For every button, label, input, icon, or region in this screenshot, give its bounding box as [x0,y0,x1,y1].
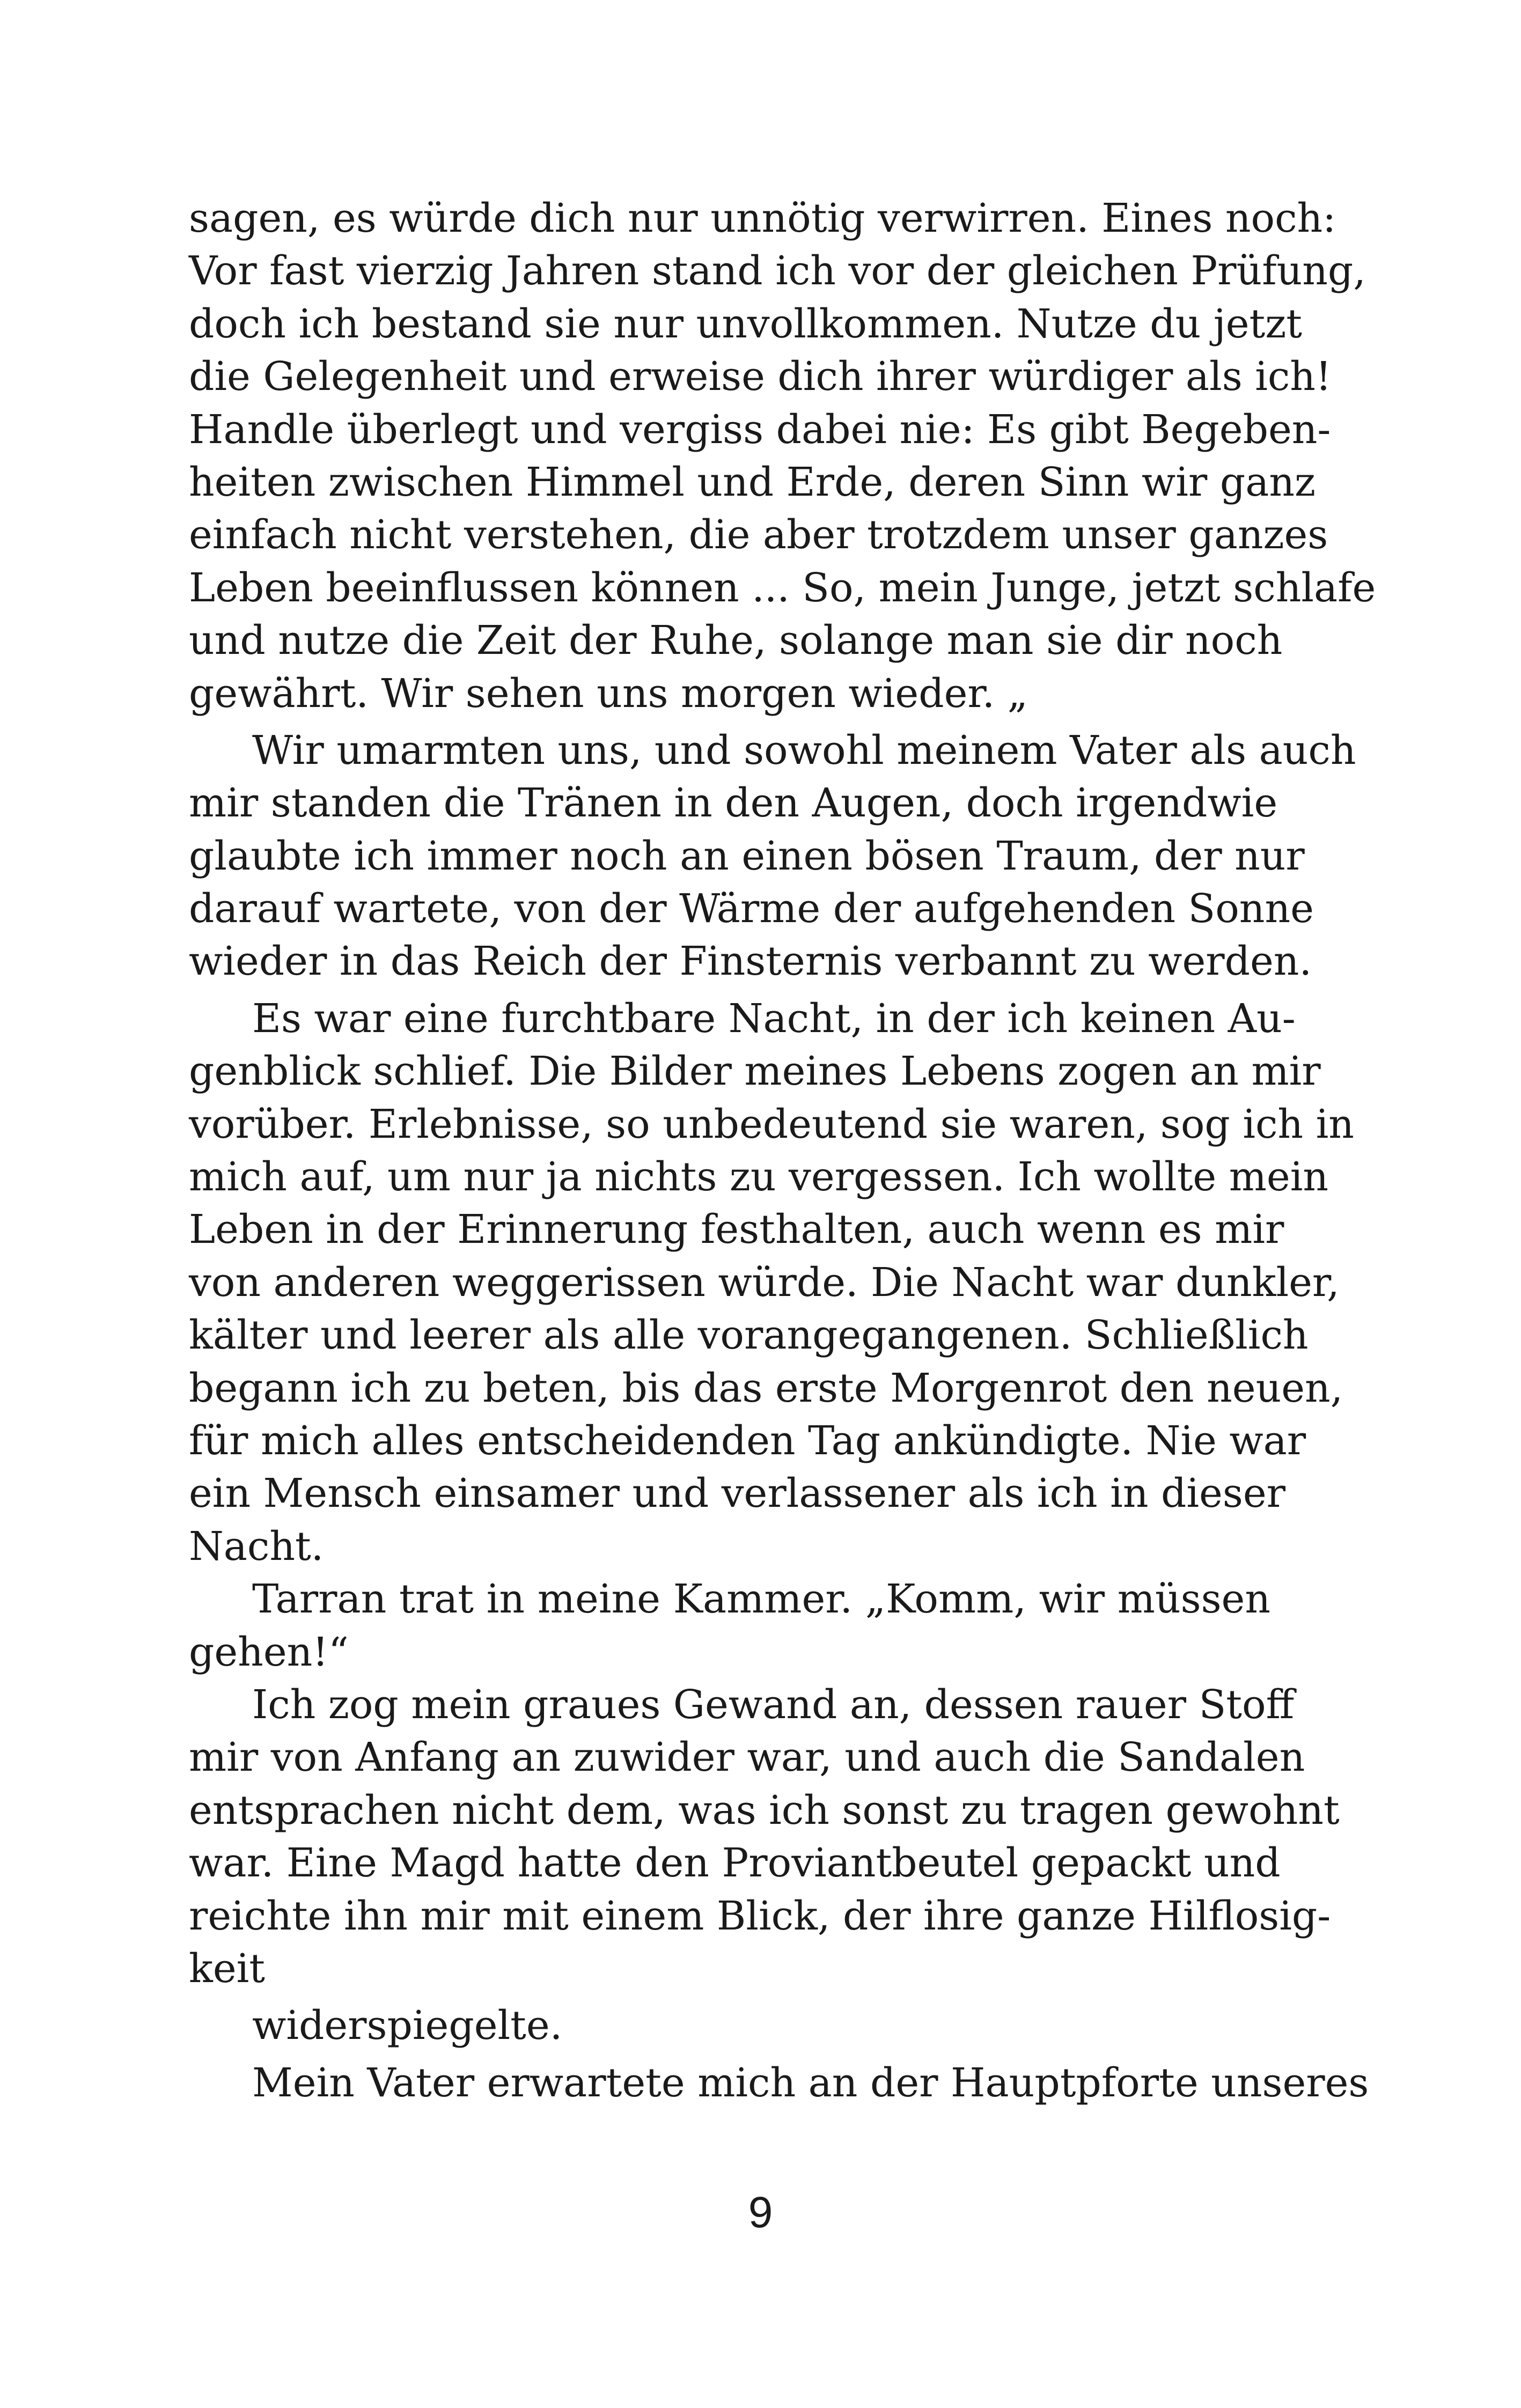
page-number: 9 [748,2188,773,2237]
text-line: wieder in das Reich der Finsternis verbannt zu werden. [189,938,1312,985]
text-line: widerspiegelte. [252,2002,563,2049]
text-line: reichte ihn mir mit einem Blick, der ihre ganze Hilflosig- [189,1892,1331,1939]
text-line: Leben in der Erinnerung festhalten, auch wenn es mir [189,1206,1284,1253]
text-line: glaubte ich immer noch an einen bösen Traum, der nur [189,833,1305,879]
text-line: mich auf, um nur ja nichts zu vergessen. Ich wollte mein [189,1154,1329,1201]
text-line: Wir umarmten uns, und sowohl meinem Vater als auch [252,727,1356,774]
text-line: keit [189,1945,266,1992]
text-line: gewährt. Wir sehen uns morgen wieder. „ [189,670,1028,717]
text-line: ein Mensch einsamer und verlassener als ich in dieser [189,1470,1285,1517]
text-line: mir von Anfang an zuwider war, und auch die Sandalen [189,1734,1305,1781]
text-line: Es war eine furchtbare Nacht, in der ich keinen Au- [252,995,1296,1042]
text-line: die Gelegenheit und erweise dich ihrer würdiger als ich! [189,354,1332,400]
text-line: für mich alles entscheidenden Tag ankündigte. Nie war [189,1417,1306,1464]
text-line: heiten zwischen Himmel und Erde, deren Sinn wir ganz [189,459,1316,505]
text-line: gehen!“ [189,1629,349,1675]
text-line: genblick schlief. Die Bilder meines Lebens zogen an mir [189,1048,1321,1095]
text-line: mir standen die Tränen in den Augen, doch irgendwie [189,780,1278,827]
text-line: sagen, es würde dich nur unnötig verwirren. Eines noch: [189,195,1336,241]
text-line: und nutze die Zeit der Ruhe, solange man sie dir noch [189,617,1283,664]
text-line: entsprachen nicht dem, was ich sonst zu tragen gewohnt [189,1787,1340,1833]
text-line: Mein Vater erwartete mich an der Hauptpforte unseres [252,2059,1369,2106]
text-line: kälter und leerer als alle vorangegangenen. Schließlich [189,1312,1309,1359]
text-line: vorüber. Erlebnisse, so unbedeutend sie waren, sog ich in [189,1101,1354,1147]
text-line: darauf wartete, von der Wärme der aufgehenden Sonne [189,886,1314,932]
text-line: Nacht. [189,1523,324,1570]
text-line: doch ich bestand sie nur unvollkommen. Nutze du jetzt [189,300,1302,347]
text-line: Leben beeinflussen können ... So, mein Junge, jetzt schlafe [189,564,1376,611]
text-line: Vor fast vierzig Jahren stand ich vor der gleichen Prüfung, [189,248,1366,294]
text-line: Ich zog mein graues Gewand an, dessen rauer Stoff [252,1681,1295,1728]
text-line: begann ich zu beten, bis das erste Morgenrot den neuen, [189,1365,1343,1411]
text-line: Handle überlegt und vergiss dabei nie: Es gibt Begeben- [189,406,1331,453]
text-line: von anderen weggerissen würde. Die Nacht war dunkler, [189,1259,1340,1306]
text-line: Tarran trat in meine Kammer. „Komm, wir müssen [252,1576,1270,1623]
text-line: einfach nicht verstehen, die aber trotzdem unser ganzes [189,512,1328,558]
text-line: war. Eine Magd hatte den Proviantbeutel gepackt und [189,1840,1281,1887]
body-text [189,192,1376,2109]
